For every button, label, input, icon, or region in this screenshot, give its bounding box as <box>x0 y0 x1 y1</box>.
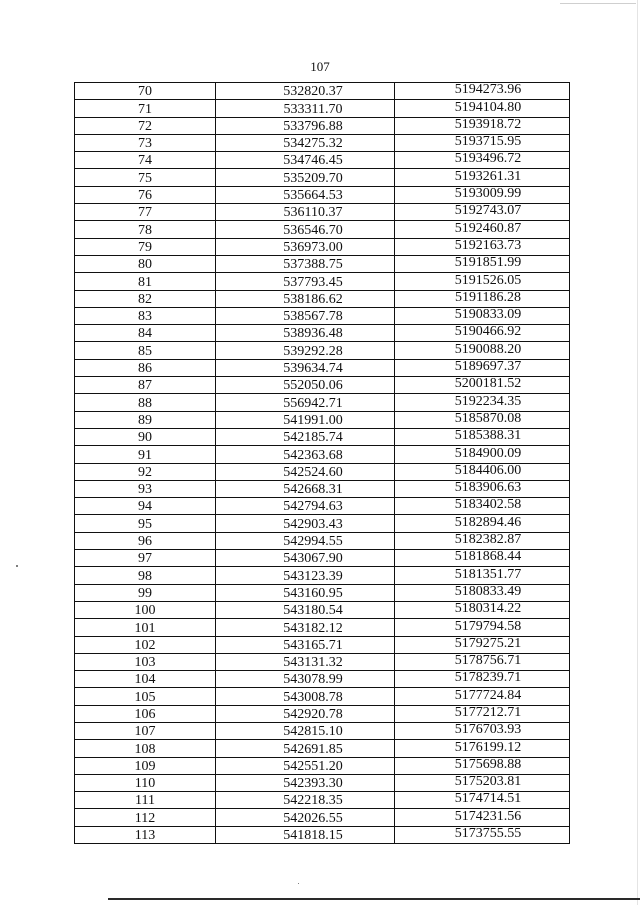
point-number-cell: 74 <box>75 152 216 169</box>
y-coordinate-cell <box>395 290 570 307</box>
x-coordinate-cell <box>216 722 395 739</box>
x-coordinate-value: 543078.99 <box>283 672 343 688</box>
x-coordinate-cell <box>216 740 395 757</box>
x-coordinate-value: 541991.00 <box>283 412 343 428</box>
y-coordinate-cell <box>395 152 570 169</box>
table-row <box>75 446 570 463</box>
y-coordinate-cell <box>395 688 570 705</box>
x-coordinate-cell <box>216 826 395 843</box>
x-coordinate-value: 543131.32 <box>283 655 343 671</box>
table-row <box>75 757 570 774</box>
y-coordinate-cell <box>395 619 570 636</box>
y-coordinate-cell <box>395 463 570 480</box>
point-number-cell: 94 <box>75 498 216 515</box>
y-coordinate-value: 5193918.72 <box>454 117 522 132</box>
y-coordinate-value: 5177212.71 <box>454 705 522 720</box>
x-coordinate-cell <box>216 498 395 515</box>
y-coordinate-cell <box>395 498 570 515</box>
point-number-cell: 97 <box>75 550 216 567</box>
table-row <box>75 325 570 342</box>
point-number-cell: 106 <box>75 705 216 722</box>
x-coordinate-cell <box>216 325 395 342</box>
table-row <box>75 532 570 549</box>
table-row <box>75 809 570 826</box>
x-coordinate-value: 539634.74 <box>283 361 343 377</box>
x-coordinate-value: 542794.63 <box>283 499 343 515</box>
x-coordinate-cell <box>216 377 395 394</box>
table-row <box>75 342 570 359</box>
table-row <box>75 722 570 739</box>
point-number-cell: 84 <box>75 325 216 342</box>
point-number-cell: 113 <box>75 826 216 843</box>
x-coordinate-cell <box>216 515 395 532</box>
x-coordinate-cell <box>216 169 395 186</box>
point-number-cell: 112 <box>75 809 216 826</box>
x-coordinate-value: 538186.62 <box>283 291 343 307</box>
table-row <box>75 377 570 394</box>
table-row <box>75 83 570 100</box>
point-number-cell: 91 <box>75 446 216 463</box>
y-coordinate-value: 5180314.22 <box>454 601 522 617</box>
y-coordinate-value: 5181868.44 <box>454 549 522 565</box>
table-row <box>75 688 570 705</box>
table-row <box>75 238 570 255</box>
y-coordinate-cell <box>395 584 570 601</box>
y-coordinate-value: 5192743.07 <box>454 203 522 219</box>
x-coordinate-value: 542994.55 <box>283 534 343 550</box>
point-number-cell: 75 <box>75 169 216 186</box>
y-coordinate-value: 5193496.72 <box>454 151 522 167</box>
y-coordinate-value: 5189697.37 <box>454 359 522 375</box>
x-coordinate-value: 542668.31 <box>283 482 343 498</box>
table-row <box>75 671 570 688</box>
point-number-cell: 98 <box>75 567 216 584</box>
y-coordinate-value: 5191851.99 <box>454 255 522 271</box>
y-coordinate-value: 5174714.51 <box>454 791 522 807</box>
point-number-cell: 71 <box>75 100 216 117</box>
y-coordinate-value: 5192234.35 <box>454 393 522 409</box>
table-row <box>75 394 570 411</box>
x-coordinate-cell <box>216 83 395 100</box>
table-row <box>75 428 570 445</box>
table-row <box>75 134 570 151</box>
y-coordinate-cell <box>395 740 570 757</box>
x-coordinate-value: 534275.32 <box>283 136 343 152</box>
point-number-cell: 73 <box>75 134 216 151</box>
y-coordinate-cell <box>395 480 570 497</box>
y-coordinate-value: 5191526.05 <box>454 272 522 288</box>
y-coordinate-cell <box>395 757 570 774</box>
y-coordinate-cell <box>395 428 570 445</box>
x-coordinate-value: 543160.95 <box>283 585 343 601</box>
y-coordinate-value: 5192163.73 <box>454 238 522 253</box>
table-row <box>75 792 570 809</box>
y-coordinate-cell <box>395 774 570 791</box>
y-coordinate-value: 5182894.46 <box>454 514 522 530</box>
y-coordinate-cell <box>395 204 570 221</box>
x-coordinate-cell <box>216 532 395 549</box>
point-number-cell: 108 <box>75 740 216 757</box>
table-row <box>75 273 570 290</box>
y-coordinate-value: 5194104.80 <box>454 99 522 115</box>
y-coordinate-cell <box>395 515 570 532</box>
x-coordinate-value: 543180.54 <box>283 603 343 619</box>
x-coordinate-value: 542185.74 <box>283 430 343 446</box>
y-coordinate-cell <box>395 550 570 567</box>
y-coordinate-value: 5180833.49 <box>454 584 522 599</box>
y-coordinate-cell <box>395 394 570 411</box>
x-coordinate-value: 534746.45 <box>283 153 343 169</box>
point-number-cell: 80 <box>75 255 216 272</box>
table-row <box>75 169 570 186</box>
point-number-cell: 107 <box>75 722 216 739</box>
x-coordinate-cell <box>216 446 395 463</box>
scan-speck <box>16 565 18 567</box>
point-number-cell: 86 <box>75 359 216 376</box>
point-number-cell: 101 <box>75 619 216 636</box>
point-number-cell: 77 <box>75 204 216 221</box>
x-coordinate-value: 533311.70 <box>283 101 343 117</box>
y-coordinate-value: 5177724.84 <box>454 687 522 703</box>
y-coordinate-value: 5193261.31 <box>454 168 522 184</box>
y-coordinate-value: 5173755.55 <box>454 826 522 842</box>
y-coordinate-cell <box>395 826 570 843</box>
scan-speck <box>298 883 299 884</box>
y-coordinate-value: 5175203.81 <box>454 774 522 790</box>
y-coordinate-value: 5178756.71 <box>454 653 522 669</box>
y-coordinate-value: 5191186.28 <box>455 290 521 305</box>
y-coordinate-cell <box>395 792 570 809</box>
table-row <box>75 411 570 428</box>
x-coordinate-cell <box>216 705 395 722</box>
table-row <box>75 601 570 618</box>
x-coordinate-value: 542551.20 <box>283 758 343 774</box>
x-coordinate-cell <box>216 757 395 774</box>
table-row <box>75 636 570 653</box>
table-row <box>75 498 570 515</box>
x-coordinate-value: 536546.70 <box>283 222 343 238</box>
y-coordinate-value: 5176703.93 <box>454 722 522 738</box>
point-number-cell: 79 <box>75 238 216 255</box>
point-number-cell: 82 <box>75 290 216 307</box>
y-coordinate-cell <box>395 307 570 324</box>
x-coordinate-value: 556942.71 <box>283 395 343 411</box>
table-row <box>75 186 570 203</box>
coordinate-table <box>74 82 570 844</box>
table-row <box>75 255 570 272</box>
y-coordinate-cell <box>395 238 570 255</box>
x-coordinate-cell <box>216 359 395 376</box>
x-coordinate-value: 535664.53 <box>283 188 343 204</box>
y-coordinate-cell <box>395 83 570 100</box>
y-coordinate-value: 5192460.87 <box>454 220 522 236</box>
x-coordinate-value: 542026.55 <box>283 810 343 826</box>
x-coordinate-cell <box>216 428 395 445</box>
y-coordinate-value: 5183906.63 <box>454 480 522 496</box>
table-row <box>75 290 570 307</box>
table-row <box>75 550 570 567</box>
x-coordinate-value: 533796.88 <box>283 118 343 134</box>
point-number-cell: 110 <box>75 774 216 791</box>
y-coordinate-value: 5176199.12 <box>454 739 522 755</box>
x-coordinate-cell <box>216 792 395 809</box>
table-row <box>75 567 570 584</box>
x-coordinate-value: 542903.43 <box>283 516 343 532</box>
x-coordinate-cell <box>216 601 395 618</box>
y-coordinate-cell <box>395 359 570 376</box>
y-coordinate-cell <box>395 169 570 186</box>
x-coordinate-value: 539292.28 <box>283 343 343 359</box>
x-coordinate-cell <box>216 307 395 324</box>
y-coordinate-value: 5190466.92 <box>454 324 522 340</box>
x-coordinate-value: 552050.06 <box>283 378 343 394</box>
table-row <box>75 584 570 601</box>
point-number-cell: 90 <box>75 428 216 445</box>
x-coordinate-value: 536110.37 <box>283 205 343 221</box>
table-row <box>75 100 570 117</box>
coordinate-table-body <box>75 83 570 844</box>
point-number-cell: 83 <box>75 307 216 324</box>
x-coordinate-cell <box>216 567 395 584</box>
table-row <box>75 619 570 636</box>
point-number-cell: 76 <box>75 186 216 203</box>
point-number-cell: 109 <box>75 757 216 774</box>
x-coordinate-cell <box>216 550 395 567</box>
x-coordinate-cell <box>216 290 395 307</box>
x-coordinate-cell <box>216 671 395 688</box>
x-coordinate-cell <box>216 411 395 428</box>
point-number-cell: 111 <box>75 792 216 809</box>
y-coordinate-cell <box>395 567 570 584</box>
x-coordinate-value: 543008.78 <box>283 689 343 705</box>
point-number-cell: 78 <box>75 221 216 238</box>
point-number-cell: 70 <box>75 83 216 100</box>
point-number-cell: 102 <box>75 636 216 653</box>
x-coordinate-cell <box>216 774 395 791</box>
x-coordinate-cell <box>216 238 395 255</box>
x-coordinate-cell <box>216 619 395 636</box>
x-coordinate-value: 542218.35 <box>283 793 343 809</box>
y-coordinate-value: 5184900.09 <box>454 445 522 461</box>
point-number-cell: 72 <box>75 117 216 134</box>
y-coordinate-value: 5193715.95 <box>454 134 522 150</box>
x-coordinate-value: 542393.30 <box>283 776 343 792</box>
y-coordinate-value: 5183402.58 <box>454 497 522 513</box>
y-coordinate-cell <box>395 671 570 688</box>
x-coordinate-cell <box>216 463 395 480</box>
scan-artifact-bottom-line <box>108 898 640 900</box>
x-coordinate-value: 543067.90 <box>283 551 343 567</box>
y-coordinate-value: 5179794.58 <box>454 618 522 634</box>
x-coordinate-cell <box>216 342 395 359</box>
point-number-cell: 92 <box>75 463 216 480</box>
y-coordinate-value: 5175698.88 <box>454 757 522 772</box>
table-row <box>75 221 570 238</box>
y-coordinate-cell <box>395 532 570 549</box>
y-coordinate-value: 5184406.00 <box>454 463 522 478</box>
point-number-cell: 93 <box>75 480 216 497</box>
x-coordinate-value: 543123.39 <box>283 568 343 584</box>
y-coordinate-cell <box>395 325 570 342</box>
table-row <box>75 740 570 757</box>
point-number-cell: 88 <box>75 394 216 411</box>
point-number-cell: 103 <box>75 653 216 670</box>
x-coordinate-value: 542524.60 <box>283 464 343 480</box>
y-coordinate-value: 5185388.31 <box>454 428 522 444</box>
x-coordinate-value: 542815.10 <box>283 724 343 740</box>
y-coordinate-value: 5185870.08 <box>454 411 522 426</box>
point-number-cell: 96 <box>75 532 216 549</box>
y-coordinate-cell <box>395 705 570 722</box>
y-coordinate-cell <box>395 273 570 290</box>
y-coordinate-cell <box>395 117 570 134</box>
scan-artifact-top-line <box>560 3 636 4</box>
y-coordinate-cell <box>395 255 570 272</box>
point-number-cell: 95 <box>75 515 216 532</box>
x-coordinate-cell <box>216 204 395 221</box>
y-coordinate-value: 5179275.21 <box>454 636 522 651</box>
y-coordinate-cell <box>395 134 570 151</box>
x-coordinate-value: 541818.15 <box>283 828 343 844</box>
point-number-cell: 104 <box>75 671 216 688</box>
x-coordinate-cell <box>216 273 395 290</box>
x-coordinate-value: 536973.00 <box>283 239 343 255</box>
point-number-cell: 105 <box>75 688 216 705</box>
table-row <box>75 826 570 843</box>
x-coordinate-cell <box>216 117 395 134</box>
table-row <box>75 152 570 169</box>
x-coordinate-value: 543182.12 <box>283 620 343 636</box>
y-coordinate-cell <box>395 342 570 359</box>
point-number-cell: 81 <box>75 273 216 290</box>
x-coordinate-cell <box>216 186 395 203</box>
table-row <box>75 774 570 791</box>
table-row <box>75 480 570 497</box>
table-row <box>75 653 570 670</box>
y-coordinate-cell <box>395 221 570 238</box>
point-number-cell: 89 <box>75 411 216 428</box>
page-number: 107 <box>310 59 330 74</box>
x-coordinate-cell <box>216 152 395 169</box>
y-coordinate-value: 5200181.52 <box>454 376 522 392</box>
y-coordinate-value: 5182382.87 <box>454 532 522 548</box>
y-coordinate-cell <box>395 377 570 394</box>
table-row <box>75 705 570 722</box>
table-row <box>75 463 570 480</box>
table-row <box>75 307 570 324</box>
y-coordinate-value: 5193009.99 <box>454 186 522 202</box>
x-coordinate-value: 538567.78 <box>283 309 343 325</box>
y-coordinate-value: 5181351.77 <box>454 566 522 582</box>
y-coordinate-value: 5194273.96 <box>454 82 522 98</box>
y-coordinate-value: 5190088.20 <box>454 341 522 357</box>
x-coordinate-value: 543165.71 <box>283 637 343 653</box>
y-coordinate-cell <box>395 809 570 826</box>
x-coordinate-cell <box>216 100 395 117</box>
y-coordinate-cell <box>395 722 570 739</box>
x-coordinate-cell <box>216 134 395 151</box>
point-number-cell: 99 <box>75 584 216 601</box>
x-coordinate-cell <box>216 653 395 670</box>
x-coordinate-value: 537793.45 <box>283 274 343 290</box>
scan-artifact-right-edge <box>637 0 638 905</box>
point-number-cell: 100 <box>75 601 216 618</box>
table-row <box>75 204 570 221</box>
x-coordinate-value: 542691.85 <box>283 741 343 757</box>
x-coordinate-cell <box>216 688 395 705</box>
x-coordinate-cell <box>216 480 395 497</box>
x-coordinate-cell <box>216 636 395 653</box>
y-coordinate-cell <box>395 446 570 463</box>
y-coordinate-cell <box>395 653 570 670</box>
x-coordinate-cell <box>216 809 395 826</box>
x-coordinate-cell <box>216 221 395 238</box>
x-coordinate-cell <box>216 255 395 272</box>
x-coordinate-cell <box>216 584 395 601</box>
table-row <box>75 359 570 376</box>
x-coordinate-value: 542363.68 <box>283 447 343 463</box>
y-coordinate-cell <box>395 186 570 203</box>
x-coordinate-value: 532820.37 <box>283 84 343 100</box>
y-coordinate-cell <box>395 411 570 428</box>
point-number-cell: 85 <box>75 342 216 359</box>
y-coordinate-value: 5190833.09 <box>454 307 522 323</box>
x-coordinate-value: 537388.75 <box>283 257 343 273</box>
table-row <box>75 117 570 134</box>
y-coordinate-cell <box>395 100 570 117</box>
y-coordinate-cell <box>395 636 570 653</box>
x-coordinate-cell <box>216 394 395 411</box>
x-coordinate-value: 535209.70 <box>283 170 343 186</box>
point-number-cell: 87 <box>75 377 216 394</box>
y-coordinate-value: 5178239.71 <box>454 670 522 686</box>
table-row <box>75 515 570 532</box>
x-coordinate-value: 538936.48 <box>283 326 343 342</box>
x-coordinate-value: 542920.78 <box>283 706 343 722</box>
y-coordinate-value: 5174231.56 <box>454 808 522 824</box>
y-coordinate-cell <box>395 601 570 618</box>
